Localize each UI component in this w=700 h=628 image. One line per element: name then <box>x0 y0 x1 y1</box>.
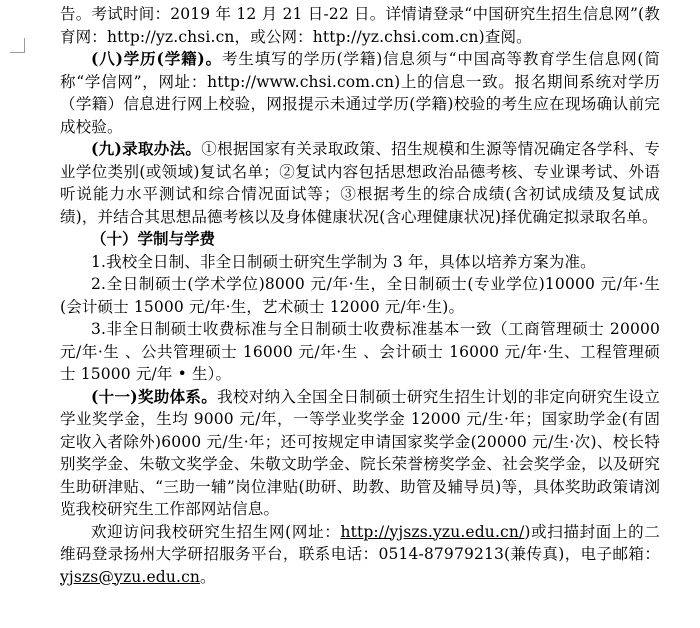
section-admission-paragraph <box>60 138 660 228</box>
section-admission-text: ①根据国家有关录取政策、招生规模和生源等情况确定各学科、专业学位类别(或领域)复试名单；②复试内容包括思想政治品德考核、专业课考试、外语听说能力水平测试和综合情况面试等；③根据考生的综合成绩(含初试成绩及复试成绩)，并结合其思想品德考核以及身体健康状况(含心理健康状况)择优确定拟录取名单。 <box>60 140 660 226</box>
section-scholarship-heading: (十一)奖助体系。 <box>91 386 218 406</box>
tuition-item-2: 2.全日制硕士(学术学位)8000 元/年·生，全日制硕士(专业学位)10000 元/年·生(会计硕士 15000 元/年·生，艺术硕士 12000 元/年·生)。 <box>60 275 660 316</box>
crop-mark <box>10 38 25 53</box>
exam-time-paragraph: 告。考试时间：2019 年 12 月 21 日-22 日。详情请登录“中国研究生招生信息网”(教育网：http://yz.chsi.cn，或公网：http://yz.chsi.com.cn)查阅。 <box>60 5 660 46</box>
section-education-text: 考生填写的学历(学籍)信息须与“中国高等教育学生信息网(简称“学信网”，网址：http://www.chsi.com.cn)上的信息一致。报名期间系统对学历（学籍）信息进行网上校验，网报提示未通过学历(学籍)校验的考生应在现场确认前完成校验。 <box>60 50 661 136</box>
section-education-paragraph <box>60 48 660 138</box>
email-link[interactable]: yjszs@yzu.edu.cn <box>60 567 201 586</box>
closing-paragraph <box>60 521 660 589</box>
closing-text-start: 欢迎访问我校研究生招生网(网址： <box>91 522 341 541</box>
section-education-heading: (八)学历(学籍)。 <box>91 49 223 68</box>
section-admission-heading: (九)录取办法。 <box>91 139 202 158</box>
tuition-item-3: 3.非全日制硕士收费标准与全日制硕士收费标准基本一致（工商管理硕士 20000 元/年·生 、公共管理硕士 16000 元/年·生 、会计硕士 16000 元/年·生、工程管理硕士 15000 元/年 • 生）。 <box>60 320 660 383</box>
section-tuition-heading: （十）学制与学费 <box>91 229 216 248</box>
section-scholarship-text: 我校对纳入全国全日制硕士研究生招生计划的非定向研究生设立学业奖学金，生均 9000 元/年，一等学业奖学金 12000 元/生·年；国家助学金(有固定收入者除外)6000 元/生·年；还可按规定申请国家奖学金(20000 元/生·次)、校长特别奖学金、朱敬文奖学金、朱敬文助学金、院长荣誉榜奖学金、社会奖学金，以及研究生助研津贴、“三助一辅”岗位津贴(助研、助教、助管及辅导员)等，具体奖助政策请浏览我校研究生工作部网站信息。 <box>60 387 660 518</box>
section-scholarship-paragraph <box>60 386 660 521</box>
closing-text-end: 。 <box>200 567 216 586</box>
tuition-item-1: 1.我校全日制、非全日制硕士研究生学制为 3 年，具体以培养方案为准。 <box>91 252 596 271</box>
website-link[interactable]: http://yjszs.yzu.edu.cn/ <box>340 522 525 541</box>
closing-text-middle: )或扫描封面上的二维码登录扬州大学研招服务平台，联系电话：0514-87979213(兼传真)，电子邮箱： <box>60 522 660 563</box>
